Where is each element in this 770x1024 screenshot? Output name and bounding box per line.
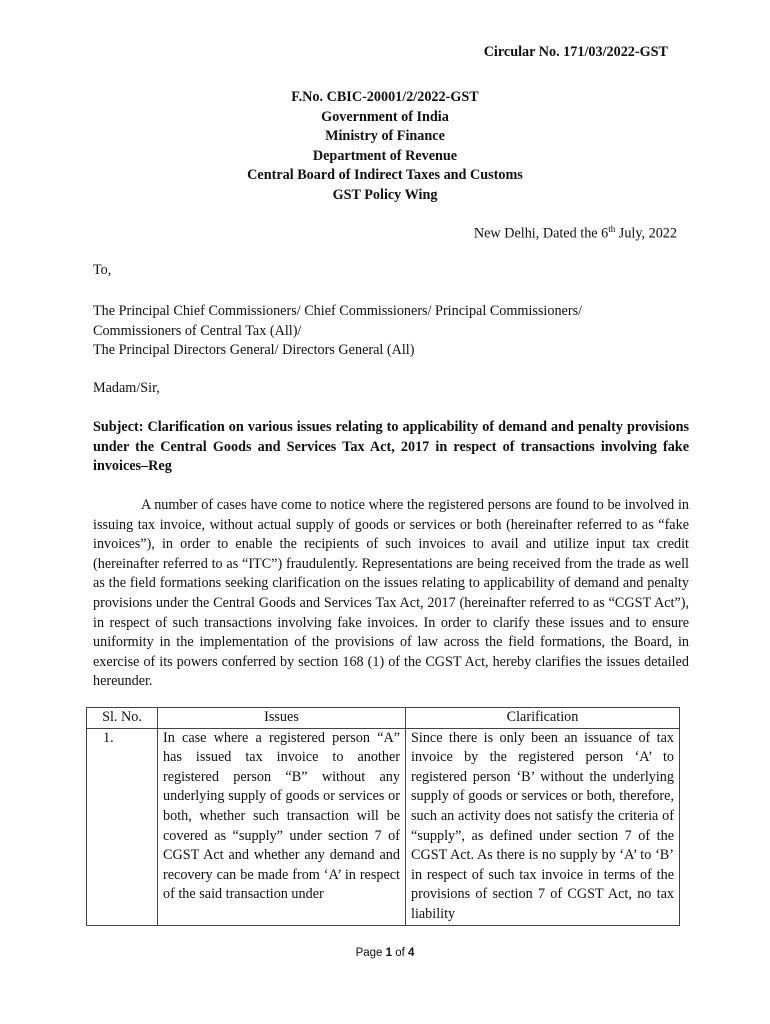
table-row — [87, 728, 680, 925]
footer-page-word: Page — [355, 947, 383, 959]
circular-number: Circular No. 171/03/2022-GST — [483, 44, 668, 60]
to-line: To, — [93, 262, 112, 278]
column-header-clarification: Clarification — [406, 708, 680, 729]
table-header-row — [87, 708, 680, 729]
addressee-line: The Principal Directors General/ Directors General (All) — [93, 342, 415, 359]
row-issue: In case where a registered person “A” has issued tax invoice to another registered person “B” without any underlying supply of goods or services or both, whether such transaction will be covered as “supply” under section 7 of CGST Act and whether any demand and recovery can be made from ‘A’ in respect of the said transaction under — [158, 728, 406, 925]
column-header-sl-no: Sl. No. — [87, 708, 158, 729]
addressee-line: The Principal Chief Commissioners/ Chief Commissioners/ Principal Commissioners/ — [93, 303, 583, 319]
salutation: Madam/Sir, — [93, 380, 160, 396]
row-clarification: Since there is only been an issuance of tax invoice by the registered person ‘A’ to registered person ‘B’ without the underlying supply of goods or services or both, therefore, such an activity does not satisfy the criteria of “supply”, as defined under section 7 of the CGST Act. As there is no supply by ‘A’ to ‘B’ in respect of such tax invoice in terms of the provisions of section 7 of CGST Act, no tax liability — [406, 728, 680, 925]
board-name: Central Board of Indirect Taxes and Customs — [247, 167, 523, 184]
subject-line: Subject: Clarification on various issues relating to applicability of demand and penalty provisions under the Central Goods and Services Tax Act, 2017 in respect of transactions involving fake invoices–Reg — [93, 419, 689, 475]
date-line — [474, 224, 677, 243]
footer-total-pages: 4 — [408, 947, 415, 959]
column-header-issues: Issues — [158, 708, 406, 729]
file-number: F.No. CBIC-20001/2/2022-GST — [291, 89, 479, 105]
addressees — [93, 302, 582, 361]
government-name: Government of India — [321, 108, 449, 125]
body-paragraph: A number of cases have come to notice where the registered persons are found to be involved in issuing tax invoice, without actual supply of goods or services or both (hereinafter referred to as “fake invoices”), in order to enable the recipients of such invoices to avail and utilize input tax credit (hereinafter referred to as “ITC”) fraudulently. Representations are being received from the trade as well as the field formations seeking clarification on the issues relating to applicability of demand and penalty provisions under the Central Goods and Services Tax Act, 2017 (hereinafter referred to as “CGST Act”), in respect of such transactions involving fake invoices. In order to clarify these issues and to ensure uniformity in the implementation of the provisions of law across the field formations, the Board, in exercise of its powers conferred by section 168 (1) of the CGST Act, hereby clarifies the issues detailed hereunder. — [93, 497, 689, 690]
ministry-name: Ministry of Finance — [325, 128, 445, 145]
date-rest: July, 2022 — [615, 225, 677, 242]
department-name: Department of Revenue — [312, 147, 458, 164]
wing-name: GST Policy Wing — [332, 186, 438, 203]
issues-table — [86, 707, 680, 926]
footer-of-word: of — [395, 947, 405, 959]
row-sl-no: 1. — [87, 728, 158, 925]
page-footer — [0, 947, 770, 959]
letterhead — [0, 88, 770, 206]
date-prefix: New Delhi, Dated the 6 — [473, 225, 609, 242]
addressee-line: Commissioners of Central Tax (All)/ — [93, 322, 302, 339]
footer-page-number: 1 — [385, 947, 393, 959]
date-ordinal-suffix: th — [608, 224, 616, 234]
